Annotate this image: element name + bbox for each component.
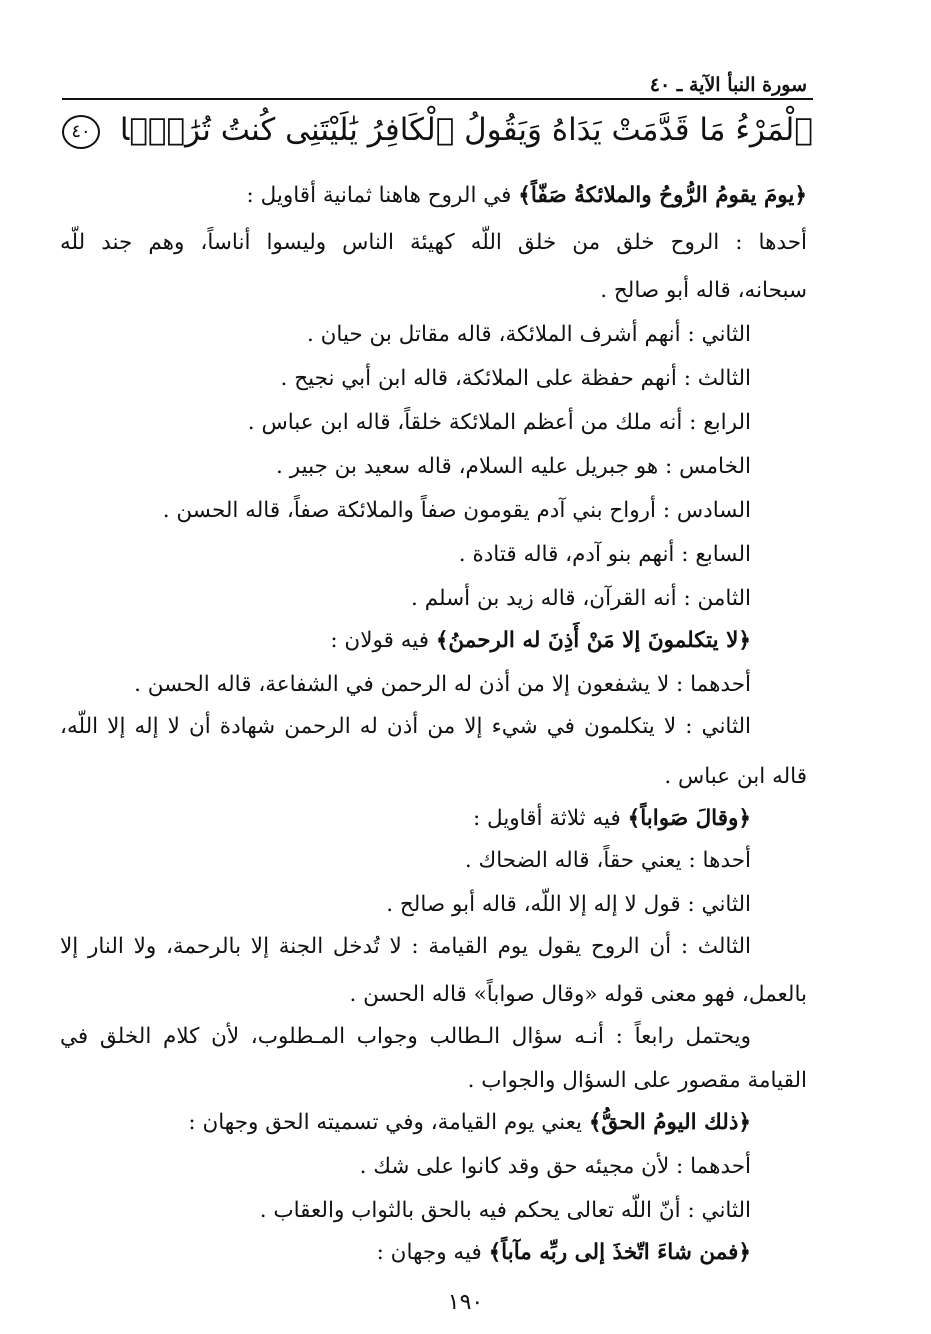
text-line: القيامة مقصور على السؤال والجواب . (467, 1068, 807, 1093)
text-line: ﴿وقالَ صَواباً﴾ فيه ثلاثة أقاويل : (472, 806, 751, 831)
text-line: قاله ابن عباس . (664, 764, 807, 789)
quran-verse (62, 112, 813, 149)
verse-text: ٱلْمَرْءُ مَا قَدَّمَتْ يَدَاهُ وَيَقُولُ ٱلْكَافِرُ يَٰلَيْتَنِى كُنتُ تُرَٰبًۢا (119, 112, 813, 148)
text-line: أحدهما : لا يشفعون إلا من أذن له الرحمن في الشفاعة، قاله الحسن . (134, 672, 751, 697)
text-line: الخامس : هو جبريل عليه السلام، قاله سعيد بن جبير . (276, 454, 751, 479)
text-line: ﴿فمن شاءَ اتّخذَ إلى ربِّه مآباً﴾ فيه وجهان : (376, 1240, 751, 1265)
page-header: سورة النبأ الآية ـ ٤٠ (649, 74, 807, 96)
text-line: السابع : أنهم بنو آدم، قاله قتادة . (458, 542, 751, 567)
text-line: الثامن : أنه القرآن، قاله زيد بن أسلم . (411, 586, 751, 611)
text-line: بالعمل، فهو معنى قوله «وقال صواباً» قاله الحسن . (349, 982, 807, 1007)
page-number: ١٩٠ (447, 1290, 484, 1315)
text-line: ويحتمل رابعاً : أنـه سؤال الـطالب وجواب المـطلوب، لأن كلام الخلق في (60, 1024, 751, 1049)
text-line: الثاني : أنهم أشرف الملائكة، قاله مقاتل بن حيان . (306, 322, 751, 347)
text-line: الثالث : أن الروح يقول يوم القيامة : لا تُدخل الجنة إلا بالرحمة، ولا النار إلا (60, 934, 751, 959)
text-line: أحدهما : لأن مجيئه حق وقد كانوا على شك . (359, 1154, 751, 1179)
text-line: ﴿لا يتكلمونَ إلا مَنْ أَذِنَ له الرحمنُ﴾ فيه قولان : (330, 628, 751, 653)
text-line: ﴿يومَ يقومُ الرُّوحُ والملائكةُ صَفّاً﴾ في الروح هاهنا ثمانية أقاويل : (246, 183, 807, 208)
text-line: الثاني : قول لا إله إلا اللّه، قاله أبو صالح . (386, 892, 751, 917)
text-line: ﴿ذلك اليومُ الحقُّ﴾ يعني يوم القيامة، وفي تسميته الحق وجهان : (188, 1110, 751, 1135)
text-line: السادس : أرواح بني آدم يقومون صفاً والملائكة صفاً، قاله الحسن . (162, 498, 751, 523)
text-line: أحدها : الروح خلق من خلق اللّه كهيئة الناس وليسوا أناساً، وهم جند للّه (60, 230, 807, 255)
header-rule (62, 98, 813, 100)
text-line: الثاني : أنّ اللّه تعالى يحكم فيه بالحق بالثواب والعقاب . (259, 1198, 751, 1223)
text-line: الرابع : أنه ملك من أعظم الملائكة خلقاً، قاله ابن عباس . (247, 410, 751, 435)
text-line: الثالث : أنهم حفظة على الملائكة، قاله ابن أبي نجيح . (280, 366, 751, 391)
verse-number-ornament: ٤٠ (62, 115, 100, 149)
text-line: سبحانه، قاله أبو صالح . (600, 278, 807, 303)
text-line: الثاني : لا يتكلمون في شيء إلا من أذن له الرحمن شهادة أن لا إله إلا اللّه، (60, 714, 751, 739)
text-line: أحدها : يعني حقاً، قاله الضحاك . (464, 848, 751, 873)
